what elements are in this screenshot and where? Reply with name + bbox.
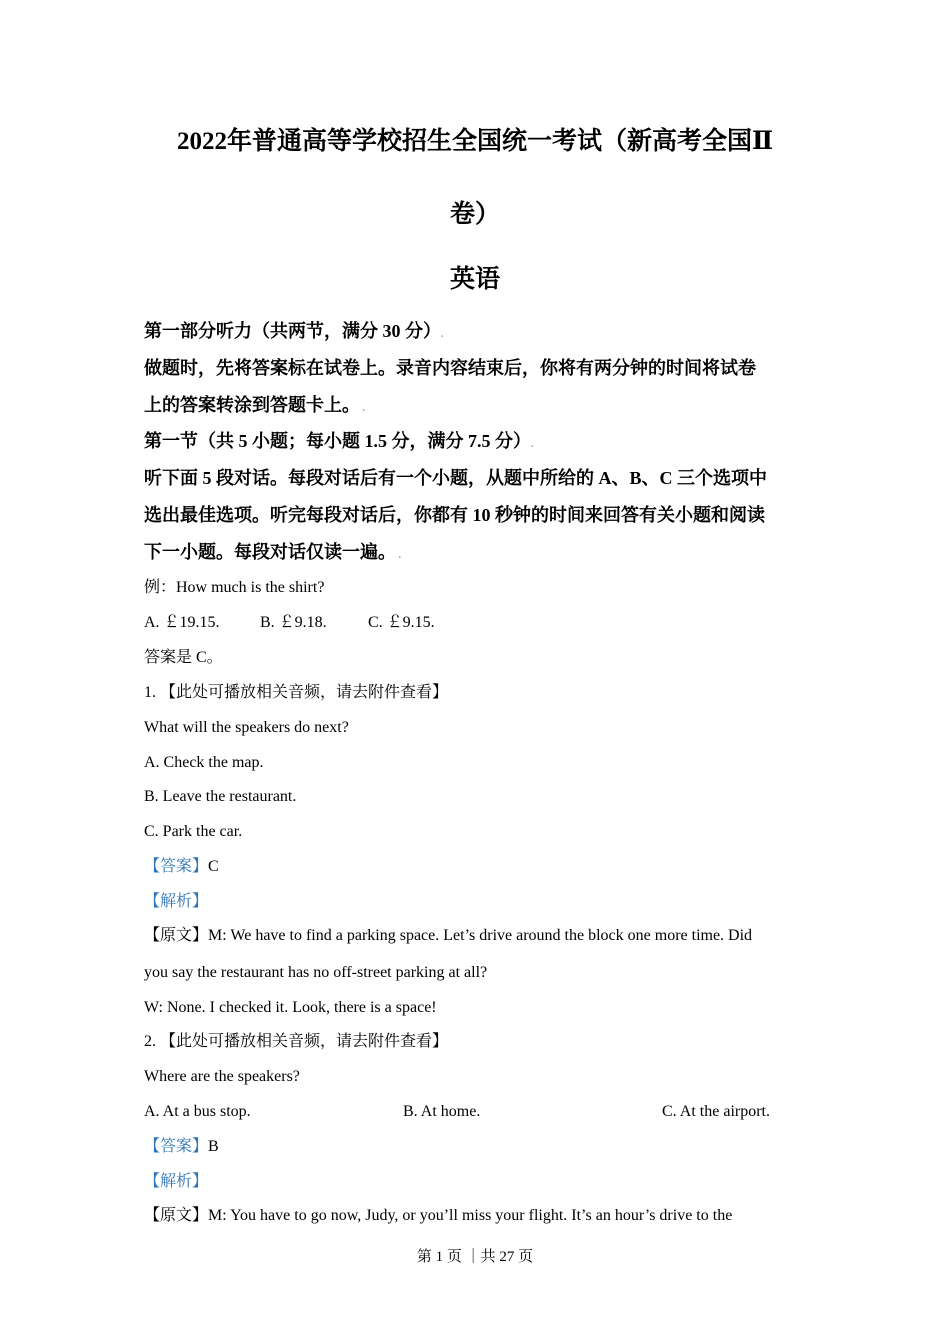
instruction-line: 上的答案转涂到答题卡上。 .: [144, 395, 365, 415]
page-footer: 第 1 页 ｜共 27 页: [416, 1249, 534, 1265]
question-1-text: What will the speakers do next?: [144, 719, 349, 736]
example-question: 例：How much is the shirt?: [144, 579, 325, 596]
section-heading: 第一节（共 5 小题；每小题 1.5 分，满分 7.5 分）.: [144, 431, 534, 451]
question-1-transcript-cont: you say the restaurant has no off-street parking at all?: [144, 964, 488, 981]
question-2-option-b: B. At home.: [403, 1103, 481, 1120]
question-2-analysis-label: 【解析】: [144, 1173, 209, 1190]
question-1-option-c: C. Park the car.: [144, 823, 243, 840]
title-line-2: 卷）: [449, 201, 500, 228]
question-1-analysis-label: 【解析】: [144, 893, 209, 910]
question-1-answer: 【答案】C: [144, 858, 219, 875]
question-2-answer: 【答案】B: [144, 1138, 219, 1155]
part-heading: 第一部分听力（共两节，满分 30 分）.: [144, 321, 444, 341]
example-option-b: B. ￡9.18.: [260, 614, 327, 631]
question-1-option-a: A. Check the map.: [144, 754, 264, 771]
question-2-transcript: 【原文】M: You have to go now, Judy, or you’ll miss your flight. It’s an hour’s drive to the: [144, 1207, 733, 1224]
question-2-option-c: C. At the airport.: [662, 1103, 770, 1120]
question-1-number: 1. 【此处可播放相关音频，请去附件查看】: [144, 684, 449, 701]
question-2-option-a: A. At a bus stop.: [144, 1103, 251, 1120]
instruction-line: 下一小题。每段对话仅读一遍。 .: [144, 542, 401, 562]
subject-heading: 英语: [449, 266, 500, 293]
question-2-number: 2. 【此处可播放相关音频，请去附件查看】: [144, 1033, 449, 1050]
question-1-transcript: 【原文】M: We have to find a parking space. Let’s drive around the block one more time. Did: [144, 927, 753, 944]
question-2-text: Where are the speakers?: [144, 1068, 300, 1085]
question-1-transcript-cont: W: None. I checked it. Look, there is a space!: [144, 999, 437, 1016]
example-answer: 答案是 C。: [144, 649, 223, 666]
instruction-line: 听下面 5 段对话。每段对话后有一个小题，从题中所给的 A、B、C 三个选项中: [144, 468, 768, 488]
question-1-option-b: B. Leave the restaurant.: [144, 788, 297, 805]
instruction-line: 做题时，先将答案标在试卷上。录音内容结束后，你将有两分钟的时间将试卷: [144, 358, 756, 378]
example-option-a: A. ￡19.15.: [144, 614, 220, 631]
title-line-1: 2022年普通高等学校招生全国统一考试（新高考全国Ⅱ: [176, 128, 774, 155]
example-option-c: C. ￡9.15.: [368, 614, 435, 631]
instruction-line: 选出最佳选项。听完每段对话后，你都有 10 秒钟的时间来回答有关小题和阅读: [144, 505, 765, 525]
